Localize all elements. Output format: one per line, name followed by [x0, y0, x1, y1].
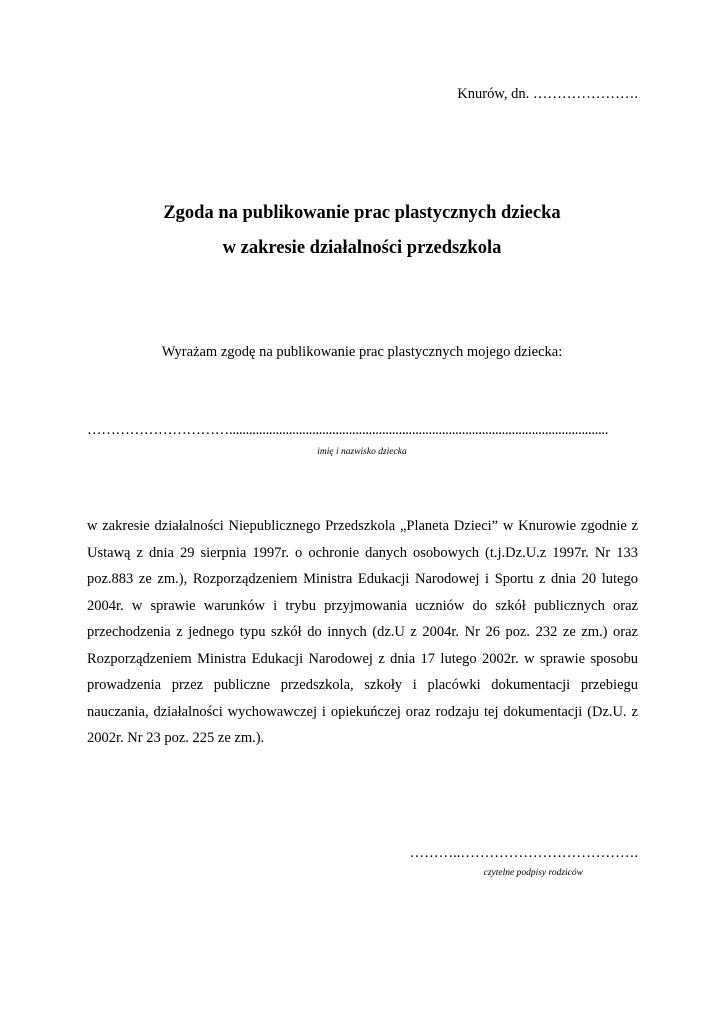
child-name-caption: imię i nazwisko dziecka [317, 447, 407, 457]
document-title: Zgoda na publikowanie prac plastycznych dziecka [163, 203, 561, 223]
place-date: Knurów, dn. …………………. [457, 86, 638, 102]
signature-caption: czytelne podpisy rodziców [483, 868, 583, 878]
consent-statement: Wyrażam zgodę na publikowanie prac plastycznych mojego dziecka: [161, 344, 563, 360]
document-subtitle: w zakresie działalności przedszkola [222, 238, 502, 258]
legal-basis-paragraph: w zakresie działalności Niepublicznego Przedszkola „Planeta Dzieci” w Knurowie zgodnie z Ustawą z dnia 29 sierpnia 1997r. o ochronie danych osobowych (t.j.Dz.U.z 1997r. Nr 133 poz.883 ze zm.), Rozporządzeniem Ministra Edukacji Narodowej i Sportu z dnia 20 lutego 2004r. w sprawie warunków i trybu przyjmowania uczniów do szkół publicznych oraz przechodzenia z jednego typu szkół do innych (dz.U z 2004r. Nr 26 poz. 232 ze zm.) oraz Rozporządzeniem Ministra Edukacji Narodowej z dnia 17 lutego 2002r. w sprawie sposobu prowadzenia przez publiczne przedszkola, szkoły i placówki dokumentacji przebiegu nauczania, działalności wychowawczej i opiekuńczej oraz rodzaju tej dokumentacji (Dz.U. z 2002r. Nr 23 poz. 225 ze zm.). [87, 518, 638, 746]
signature-fill-line: ………..………………………………. [409, 845, 638, 861]
child-name-fill-line: ………………………….................................................................................................................. [87, 422, 609, 438]
